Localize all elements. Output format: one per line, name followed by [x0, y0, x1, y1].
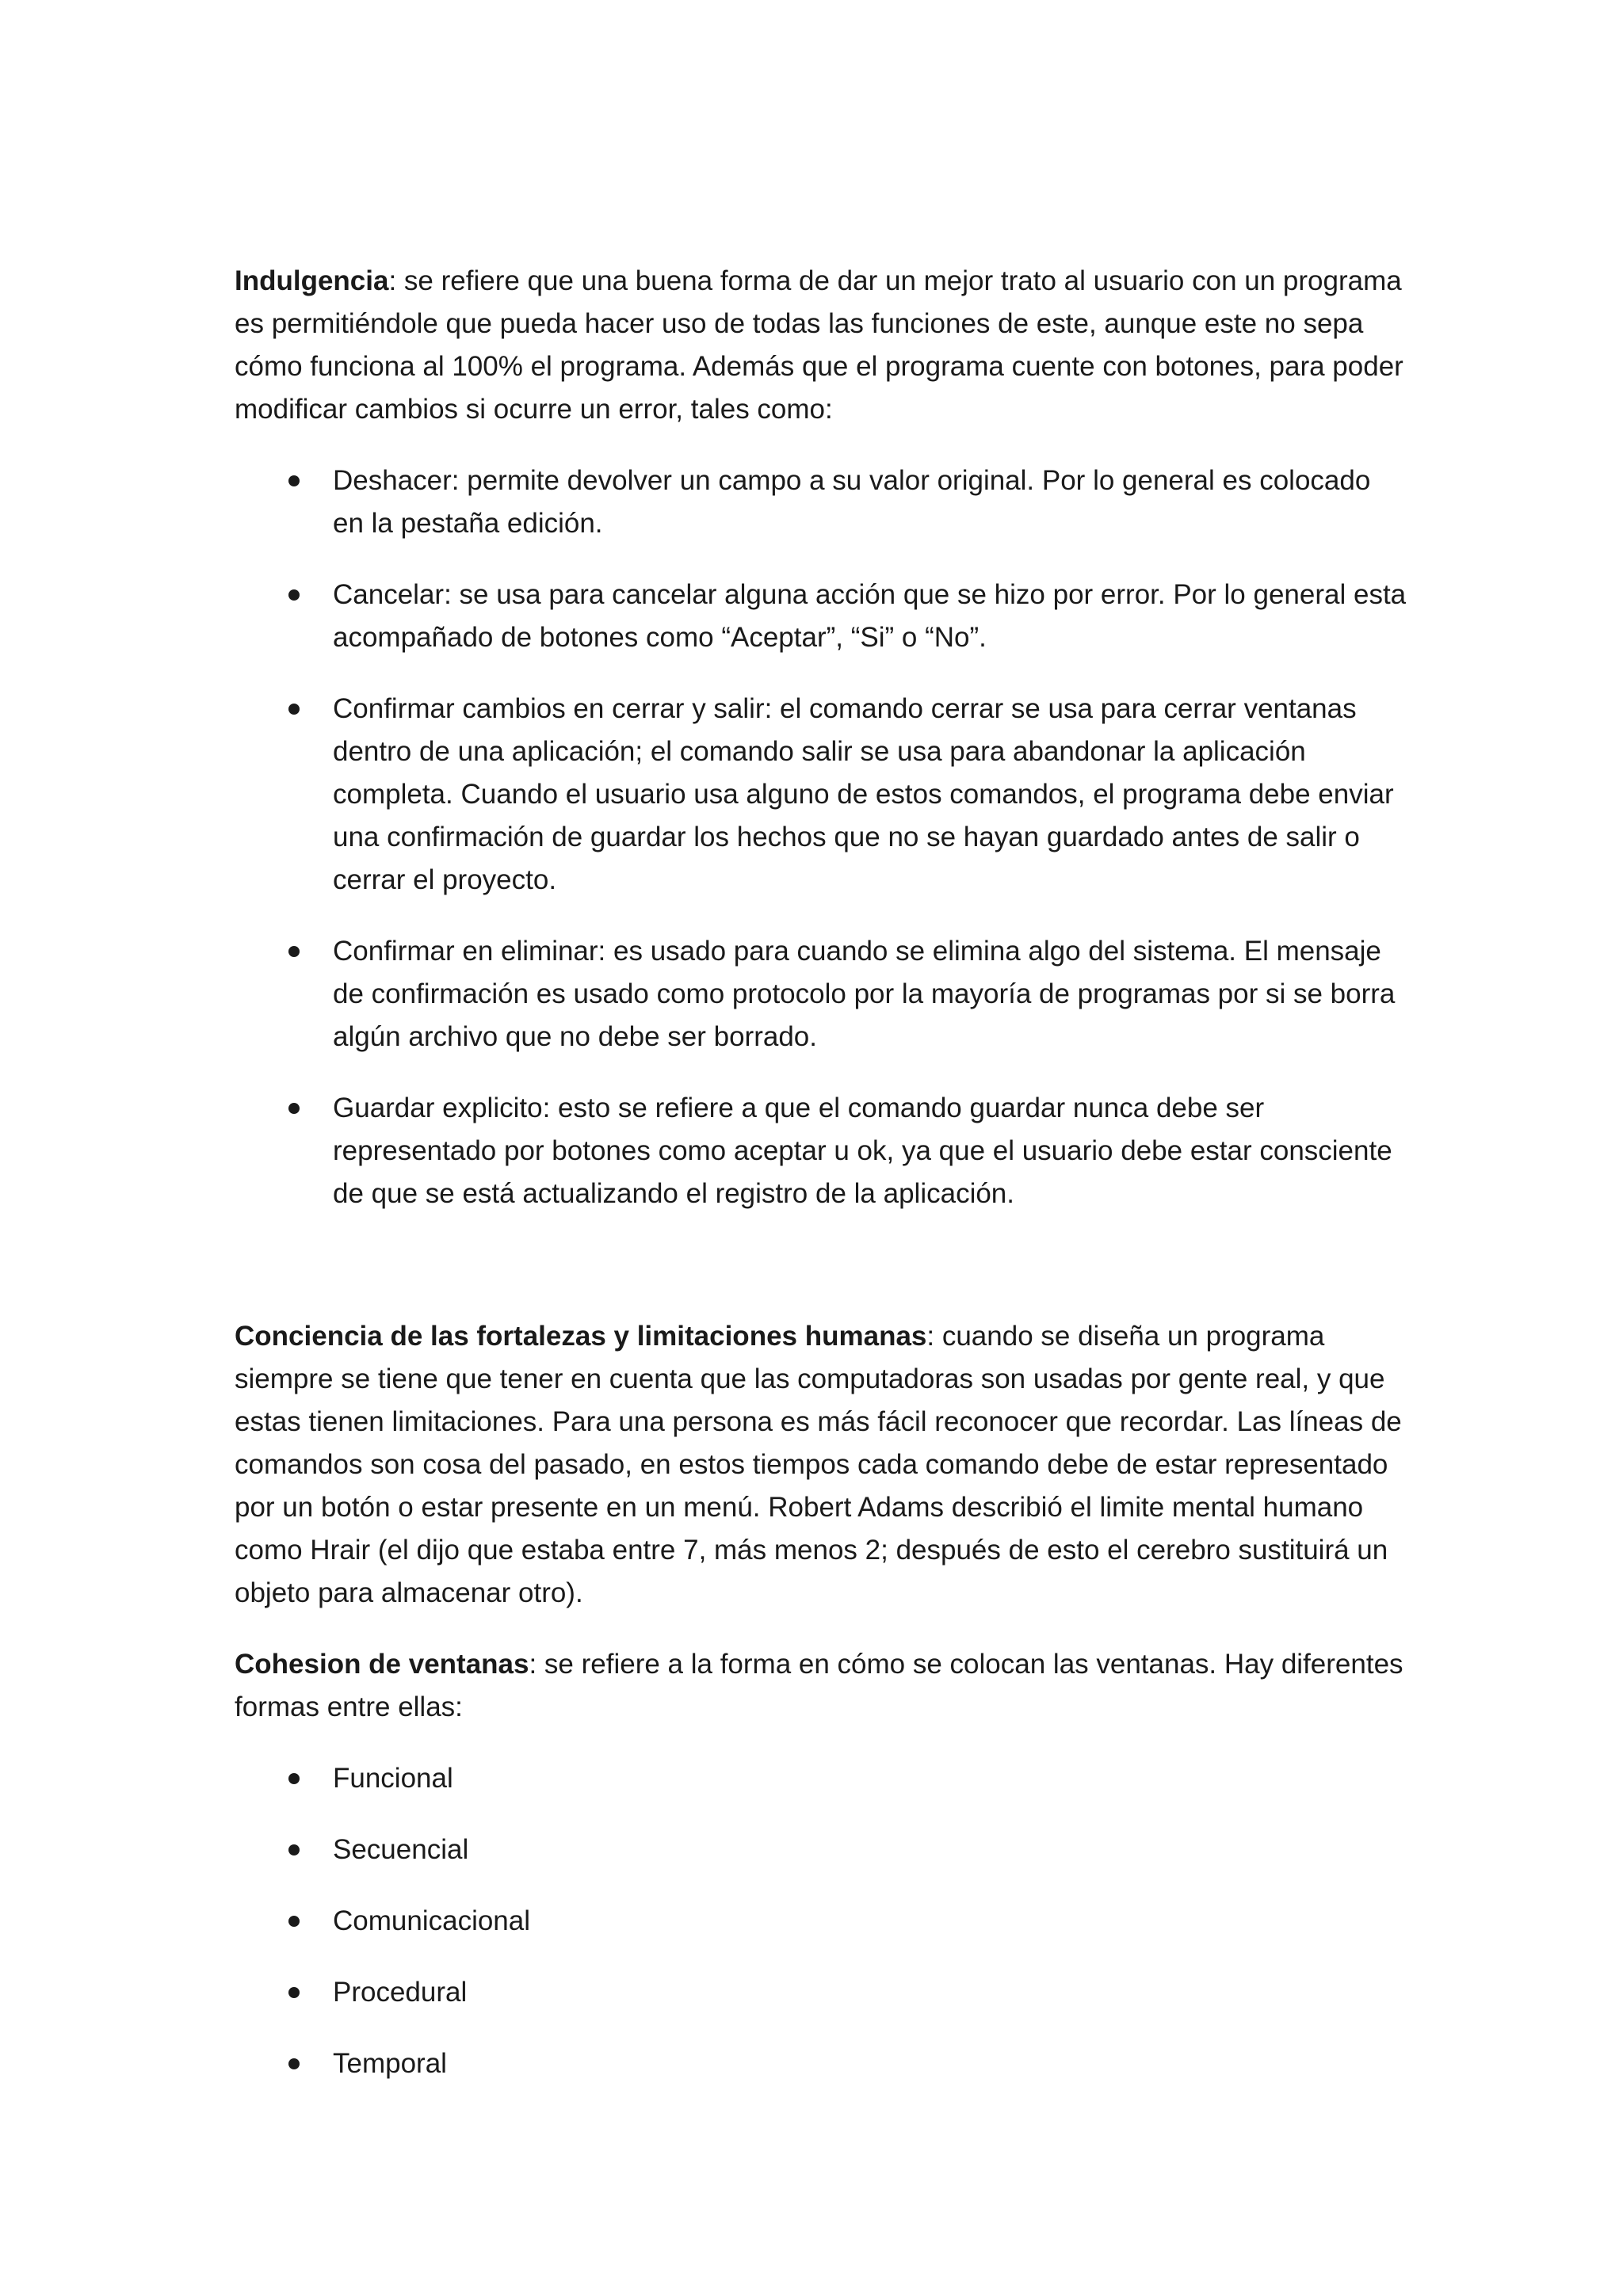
conciencia-text: : cuando se diseña un programa siempre se tiene que tener en cuenta que las computadoras son usadas por gente real, y que estas tienen limitaciones. Para una persona es más fácil reconocer que recordar. Las líneas de comandos son cosa del pasado, en estos tiempos cada comando debe de estar representado por un botón o estar presente en un menú. Robert Adams describió el limite mental humano como Hrair (el dijo que estaba entre 7, más menos 2; después de esto el cerebro sustituirá un objeto para almacenar otro).: [235, 1321, 1402, 1608]
list-item-text: Deshacer: permite devolver un campo a su valor original. Por lo general es colocado en la pestaña edición.: [333, 465, 1371, 539]
bullet-icon: [288, 1987, 300, 1998]
cohesion-paragraph: [235, 1643, 1407, 1729]
list-item: [235, 1971, 1407, 2014]
cohesion-term: Cohesion de ventanas: [235, 1649, 529, 1680]
list-item-text: Comunicacional: [333, 1905, 531, 1936]
indulgencia-list: [235, 460, 1407, 1215]
bullet-icon: [288, 704, 300, 715]
bullet-icon: [288, 946, 300, 957]
bullet-icon: [288, 1103, 300, 1114]
bullet-icon: [288, 589, 300, 601]
bullet-icon: [288, 1916, 300, 1927]
list-item: [235, 2042, 1407, 2085]
list-item-text: Temporal: [333, 2048, 447, 2079]
indulgencia-paragraph: [235, 260, 1407, 431]
list-item: [235, 1900, 1407, 1943]
indulgencia-term: Indulgencia: [235, 265, 389, 296]
list-item-text: Funcional: [333, 1763, 453, 1794]
list-item-text: Procedural: [333, 1977, 468, 2008]
list-item: [235, 688, 1407, 902]
conciencia-paragraph: [235, 1315, 1407, 1615]
list-item: [235, 1829, 1407, 1871]
list-item-text: Guardar explicito: esto se refiere a que el comando guardar nunca debe ser representado por botones como aceptar u ok, ya que el usuario debe estar consciente de que se está actualizando el registro de la aplicación.: [333, 1093, 1392, 1209]
bullet-icon: [288, 475, 300, 486]
bullet-icon: [288, 1844, 300, 1855]
document-page: [235, 260, 1407, 2114]
list-item-text: Cancelar: se usa para cancelar alguna acción que se hizo por error. Por lo general esta acompañado de botones como “Aceptar”, “Si” o “No”.: [333, 579, 1407, 653]
bullet-icon: [288, 1773, 300, 1784]
list-item: [235, 1087, 1407, 1215]
list-item-text: Confirmar en eliminar: es usado para cuando se elimina algo del sistema. El mensaje de confirmación es usado como protocolo por la mayoría de programas por si se borra algún archivo que no debe ser borrado.: [333, 936, 1396, 1052]
bullet-icon: [288, 2058, 300, 2069]
list-item: [235, 460, 1407, 545]
conciencia-term: Conciencia de las fortalezas y limitaciones humanas: [235, 1321, 927, 1352]
cohesion-list: [235, 1757, 1407, 2085]
indulgencia-text: : se refiere que una buena forma de dar un mejor trato al usuario con un programa es permitiéndole que pueda hacer uso de todas las funciones de este, aunque este no sepa cómo funciona al 100% el programa. Además que el programa cuente con botones, para poder modificar cambios si ocurre un error, tales como:: [235, 265, 1403, 425]
list-item-text: Secuencial: [333, 1834, 469, 1865]
list-item-text: Confirmar cambios en cerrar y salir: el comando cerrar se usa para cerrar ventanas dentro de una aplicación; el comando salir se usa para abandonar la aplicación completa. Cuando el usuario usa alguno de estos comandos, el programa debe enviar una confirmación de guardar los hechos que no se hayan guardado antes de salir o cerrar el proyecto.: [333, 693, 1394, 895]
list-item: [235, 1757, 1407, 1800]
cohesion-text: : se refiere a la forma en cómo se colocan las ventanas. Hay diferentes formas entre ellas:: [235, 1649, 1403, 1722]
list-item: [235, 930, 1407, 1058]
section-spacer: [235, 1215, 1407, 1315]
list-item: [235, 574, 1407, 659]
